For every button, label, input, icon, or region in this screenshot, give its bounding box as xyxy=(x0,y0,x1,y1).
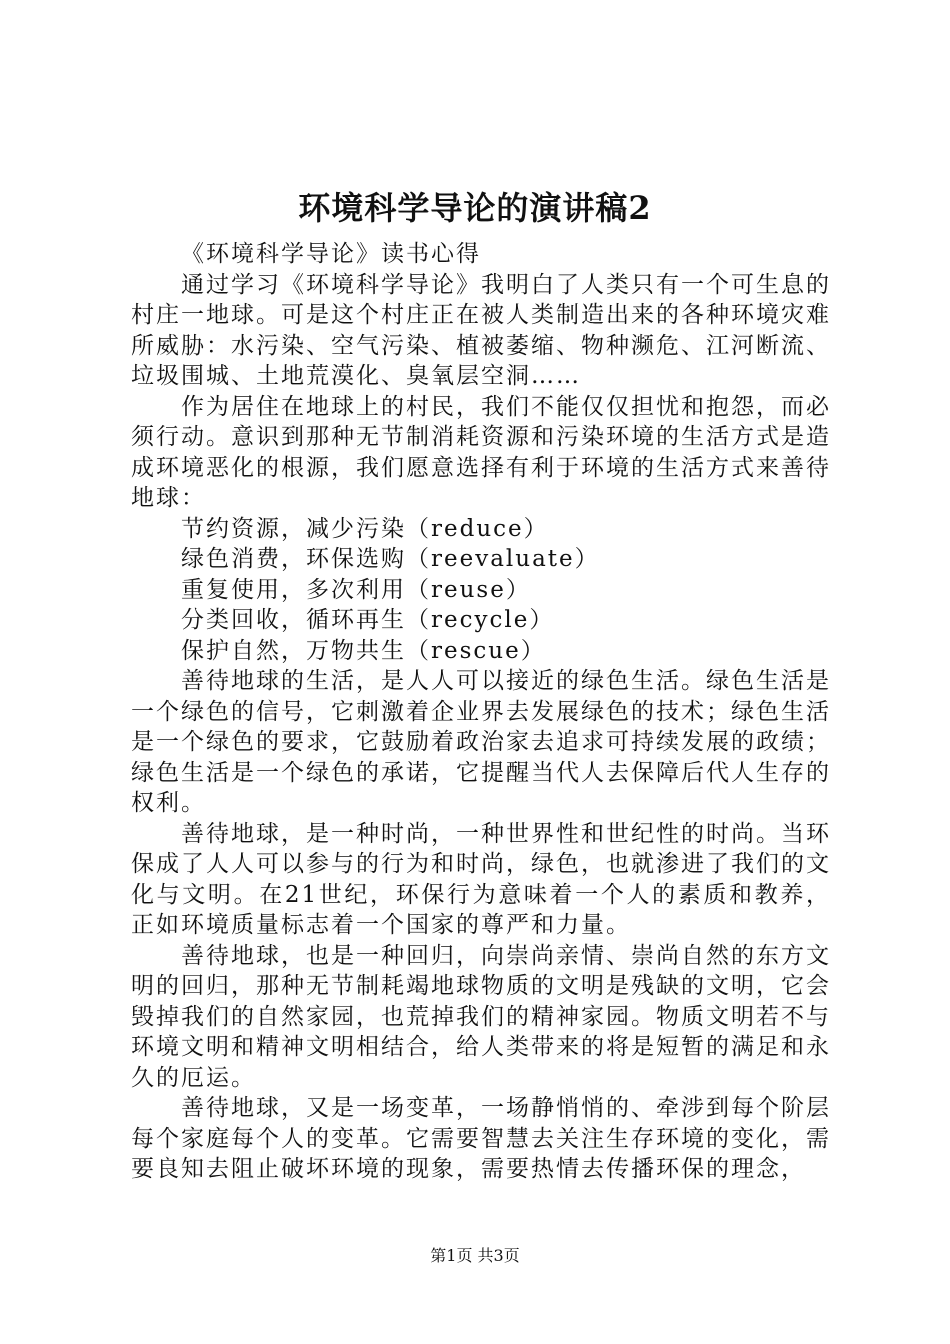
paragraph: 善待地球，也是一种回归，向崇尚亲情、崇尚自然的东方文明的回归，那种无节制耗竭地球物质的文明是残缺的文明，它会毁掉我们的自然家园，也荒掉我们的精神家园。物质文明若不与环境文明和精神文明相结合，给人类带来的将是短暂的满足和永久的厄运。 xyxy=(131,942,831,1091)
paragraph-subtitle: 《环境科学导论》读书心得 xyxy=(181,241,481,267)
list-item: 重复使用，多次利用（reuse） xyxy=(181,576,531,603)
document-title: 环境科学导论的演讲稿2 xyxy=(298,189,652,227)
paragraph: 作为居住在地球上的村民，我们不能仅仅担忧和抱怨，而必须行动。意识到那种无节制消耗资源和污染环境的生活方式是造成环境恶化的根源，我们愿意选择有利于环境的生活方式来善待地球： xyxy=(131,393,831,511)
paragraph: 善待地球，是一种时尚，一种世界性和世纪性的时尚。当环保成了人人可以参与的行为和时尚，绿色，也就渗进了我们的文化与文明。在21世纪，环保行为意味着一个人的素质和教养，正如环境质量标志着一个国家的尊严和力量。 xyxy=(131,820,831,938)
paragraph: 通过学习《环境科学导论》我明白了人类只有一个可生息的村庄一地球。可是这个村庄正在被人类制造出来的各种环境灾难所威胁：水污染、空气污染、植被萎缩、物种濒危、江河断流、垃圾围城、土地荒漠化、臭氧层空洞…… xyxy=(131,271,831,389)
paragraph: 善待地球的生活，是人人可以接近的绿色生活。绿色生活是一个绿色的信号，它刺激着企业界去发展绿色的技术；绿色生活是一个绿色的要求，它鼓励着政治家去追求可持续发展的政绩；绿色生活是一个绿色的承诺，它提醒当代人去保障后代人生存的权利。 xyxy=(131,668,831,816)
list-item: 绿色消费，环保选购（reevaluate） xyxy=(181,546,600,572)
paragraph: 善待地球，又是一场变革，一场静悄悄的、牵涉到每个阶层每个家庭每个人的变革。它需要智慧去关注生存环境的变化，需要良知去阻止破坏环境的现象，需要热情去传播环保的理念， xyxy=(131,1095,831,1182)
list-item: 保护自然，万物共生（rescue） xyxy=(181,637,546,664)
document-body xyxy=(131,239,831,1185)
page-footer: 第1页 共3页 xyxy=(430,1246,520,1265)
list-item: 分类回收，循环再生（recycle） xyxy=(181,607,555,633)
list-item: 节约资源，减少污染（reduce） xyxy=(181,515,549,542)
